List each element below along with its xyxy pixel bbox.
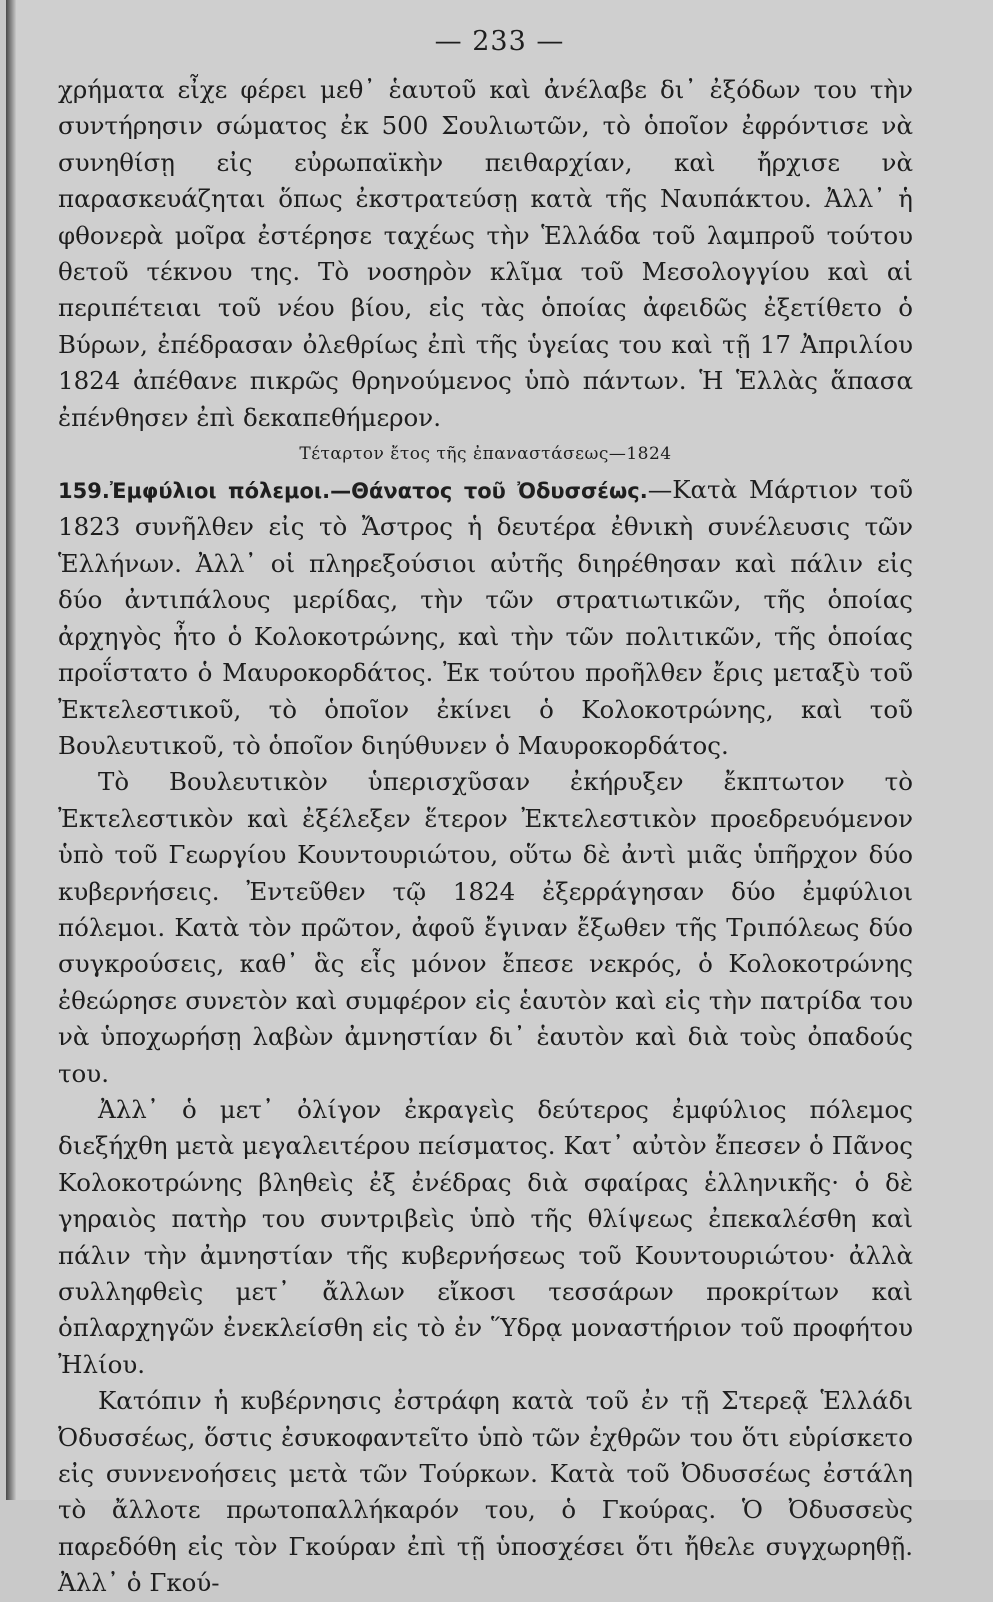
page-body xyxy=(58,72,913,1602)
paragraph: Τὸ Βουλευτικὸν ὑπερισχῦσαν ἐκήρυξεν ἔκπτωτον τὸ Ἐκτελεστικὸν καὶ ἐξέλεξεν ἕτερον Ἐκτελεστικὸν προεδρευόμενον ὑπὸ τοῦ Γεωργίου Κουντουριώτου, οὕτω δὲ ἀντὶ μιᾶς ὑπῆρχον δύο κυβερνήσεις. Ἐντεῦθεν τῷ 1824 ἐξερράγησαν δύο ἐμφύλιοι πόλεμοι. Κατὰ τὸν πρῶτον, ἀφοῦ ἔγιναν ἔξωθεν τῆς Τριπόλεως δύο συγκρούσεις, καθ᾽ ἃς εἷς μόνον ἔπεσε νεκρός, ὁ Κολοκοτρώνης ἐθεώρησε συνετὸν καὶ συμφέρον εἰς ἑαυτὸν καὶ εἰς τὴν πατρίδα του νὰ ὑποχωρήσῃ λαβὼν ἀμνηστίαν δι᾽ ἑαυτὸν καὶ διὰ τοὺς ὀπαδούς του. xyxy=(58,767,913,1088)
paragraph: Κατόπιν ἡ κυβέρνησις ἐστράφη κατὰ τοῦ ἐν τῇ Στερεᾷ Ἑλλάδι Ὀδυσσέως, ὅστις ἐσυκοφαντεῖτο ὑπὸ τῶν ἐχθρῶν του ὅτι εὑρίσκετο εἰς συννενοήσεις μετὰ τῶν Τούρκων. Κατὰ τοῦ Ὀδυσσέως ἐστάλη τὸ ἄλλοτε πρωτοπαλλήκαρόν του, ὁ Γκούρας. Ὁ Ὀδυσσεὺς παρεδόθη εἰς τὸν Γκούραν ἐπὶ τῇ ὑποσχέσει ὅτι ἤθελε συγχωρηθῇ. Ἀλλ᾽ ὁ Γκού- xyxy=(58,1386,913,1598)
sub-heading: Τέταρτον ἔτος τῆς ἐπαναστάσεως—1824 xyxy=(299,444,672,465)
page-number: — 233 — xyxy=(434,26,565,57)
paragraph: χρήματα εἶχε φέρει μεθ᾽ ἑαυτοῦ καὶ ἀνέλαβε δι᾽ ἐξόδων του τὴν συντήρησιν σώματος ἐκ 500 Σουλιωτῶν, τὸ ὁποῖον ἐφρόντισε νὰ συνηθίσῃ εἰς εὐρωπαϊκὴν πειθαρχίαν, καὶ ἤρχισε νὰ παρασκευάζηται ὅπως ἐκστρατεύσῃ κατὰ τῆς Ναυπάκτου. Ἀλλ᾽ ἡ φθονερὰ μοῖρα ἐστέρησε ταχέως τὴν Ἑλλάδα τοῦ λαμπροῦ τούτου θετοῦ τέκνου της. Τὸ νοσηρὸν κλῖμα τοῦ Μεσολογγίου καὶ αἱ περιπέτειαι τοῦ νέου βίου, εἰς τὰς ὁποίας ἀφειδῶς ἐξετίθετο ὁ Βύρων, ἐπέδρασαν ὀλεθρίως ἐπὶ τῆς ὑγείας του καὶ τῇ 17 Ἀπριλίου 1824 ἀπέθανε πικρῶς θρηνούμενος ὑπὸ πάντων. Ἡ Ἑλλὰς ἅπασα ἐπένθησεν ἐπὶ δεκαπεθήμερον. xyxy=(58,75,913,432)
page-gutter-shadow xyxy=(6,0,16,1500)
section-title: Ἐμφύλιοι πόλεμοι.—Θάνατος τοῦ Ὀδυσσέως. xyxy=(109,479,648,504)
section-paragraph xyxy=(58,472,913,764)
section-text: —Κατὰ Μάρτιον τοῦ 1823 συνῆλθεν εἰς τὸ Ἄστρος ἡ δευτέρα ἐθνικὴ συνέλευσις τῶν Ἑλλήνων. Ἀλλ᾽ οἱ πληρεξούσιοι αὐτῆς διηρέθησαν καὶ πάλιν εἰς δύο ἀντιπάλους μερίδας, τὴν τῶν στρατιωτικῶν, τῆς ὁποίας ἀρχηγὸς ἦτο ὁ Κολοκοτρώνης, καὶ τὴν τῶν πολιτικῶν, τῆς ὁποίας προΐστατο ὁ Μαυροκορδάτος. Ἐκ τούτου προῆλθεν ἔρις μεταξὺ τοῦ Ἐκτελεστικοῦ, τὸ ὁποῖον ἐκίνει ὁ Κολοκοτρώνης, καὶ τοῦ Βουλευτικοῦ, τὸ ὁποῖον διηύθυνεν ὁ Μαυροκορδάτος. xyxy=(58,475,914,760)
paragraph: Ἀλλ᾽ ὁ μετ᾽ ὀλίγον ἐκραγεὶς δεύτερος ἐμφύλιος πόλεμος διεξήχθη μετὰ μεγαλειτέρου πείσματος. Κατ᾽ αὐτὸν ἔπεσεν ὁ Πᾶνος Κολοκοτρώνης βληθεὶς ἐξ ἐνέδρας διὰ σφαίρας ἑλληνικῆς· ὁ δὲ γηραιὸς πατὴρ του συντριβεὶς ὑπὸ τῆς θλίψεως ἐπεκαλέσθη καὶ πάλιν τὴν ἀμνηστίαν τῆς κυβερνήσεως τοῦ Κουντουριώτου· ἀλλὰ συλληφθεὶς μετ᾽ ἄλλων εἴκοσι τεσσάρων προκρίτων καὶ ὁπλαρχηγῶν ἐνεκλείσθη εἰς τὸ ἐν Ὕδρᾳ μοναστήριον τοῦ προφήτου Ἠλίου. xyxy=(58,1094,913,1379)
book-page xyxy=(6,0,993,1598)
section-number: 159. xyxy=(58,479,110,504)
